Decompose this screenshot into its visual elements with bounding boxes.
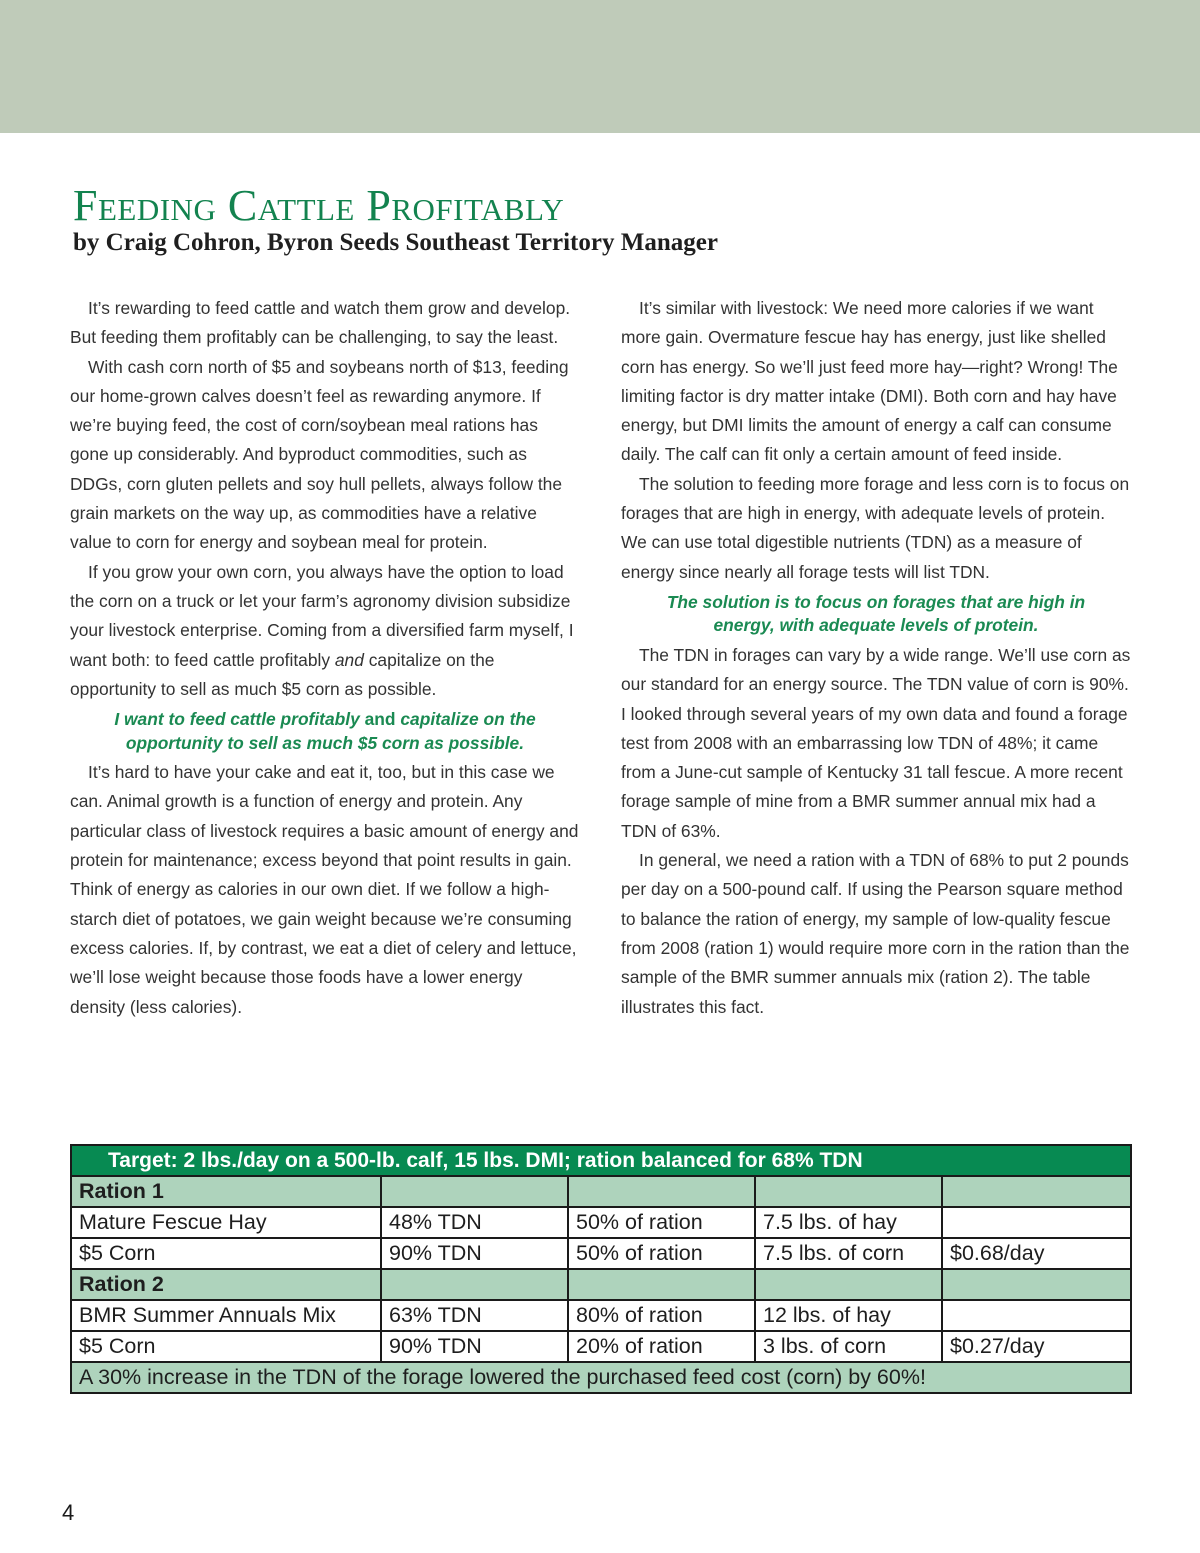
page-number: 4 (62, 1500, 75, 1525)
summary-cell: A 30% increase in the TDN of the forage lowered the purchased feed cost (corn) by 60%! (71, 1362, 1131, 1393)
table-cell: BMR Summer Annuals Mix (71, 1300, 381, 1331)
table-row (71, 1331, 1131, 1362)
table-cell (755, 1176, 942, 1207)
table-cell (942, 1300, 1131, 1331)
table-cell: 20% of ration (568, 1331, 755, 1362)
table-cell: 90% TDN (381, 1331, 568, 1362)
paragraph: It’s similar with livestock: We need more calories if we want more gain. Overmature fescue hay has energy, just like shelled corn has energy. So we’ll just feed more hay—right? Wrong! The limiting factor is dry matter intake (DMI). Both corn and hay have energy, but DMI limits the amount of energy a calf can consume daily. The calf can fit only a certain amount of feed inside. (621, 298, 1118, 465)
table-cell: 63% TDN (381, 1300, 568, 1331)
paragraph (70, 558, 580, 704)
pull-quote-text: and (364, 709, 396, 730)
ration-table (70, 1144, 1132, 1394)
table-section-row (71, 1269, 1131, 1300)
table-cell: 12 lbs. of hay (755, 1300, 942, 1331)
paragraph: With cash corn north of $5 and soybeans north of $13, feeding our home-grown calves doesn’t feel as rewarding anymore. If we’re buying feed, the cost of corn/soybean meal rations has gone up considerably. And byproduct commodities, such as DDGs, corn gluten pellets and soy hull pellets, always follow the grain markets on the way up, as commodities have a relative value to corn for energy and soybean meal for protein. (70, 356, 569, 553)
article-byline: by Craig Cohron, Byron Seeds Southeast Territory Manager (73, 229, 718, 256)
paragraph: The TDN in forages can vary by a wide range. We’ll use corn as our standard for an energy source. The TDN value of corn is 90%. I looked through several years of my own data and found a forage test from 2008 with an embarrassing low TDN of 48%; it came from a June-cut sample of Kentucky 31 tall fescue. A more recent forage sample of mine from a BMR summer annual mix had a TDN of 63%. (621, 644, 1131, 841)
table-cell: $5 Corn (71, 1238, 381, 1269)
table-cell: $0.68/day (942, 1238, 1131, 1269)
pull-quote-text: capitalize on the opportunity to sell as much $5 corn as possible. (125, 709, 536, 753)
ration-label: Ration 2 (71, 1269, 381, 1300)
left-column (70, 294, 580, 1022)
table-cell: 50% of ration (568, 1238, 755, 1269)
pull-quote-text: I want to feed cattle profitably (114, 709, 365, 730)
table-row (71, 1300, 1131, 1331)
top-color-band (0, 0, 1200, 133)
table-cell: 90% TDN (381, 1238, 568, 1269)
pull-quote (70, 704, 580, 758)
paragraph: In general, we need a ration with a TDN of 68% to put 2 pounds per day on a 500-pound calf. If using the Pearson square method to balance the ration of energy, my sample of low-quality fescue from 2008 (ration 1) would require more corn in the ration than the sample of the BMR summer annuals mix (ration 2). The table illustrates this fact. (621, 850, 1130, 1017)
table-header-row (71, 1145, 1131, 1176)
ration-label: Ration 1 (71, 1176, 381, 1207)
table-cell: 7.5 lbs. of corn (755, 1238, 942, 1269)
table-summary-row (71, 1362, 1131, 1393)
paragraph: The solution to feeding more forage and less corn is to focus on forages that are high in energy, with adequate levels of protein. We can use total digestible nutrients (TDN) as a measure of energy since nearly all forage tests will list TDN. (621, 473, 1130, 582)
table-cell (568, 1269, 755, 1300)
paragraph-text: capitalize on the opportunity to sell as much $5 corn as possible. (70, 649, 495, 699)
paragraph-text: If you grow your own corn, you always have the option to load the corn on a truck or let your farm’s agronomy division subsidize your livestock enterprise. Coming from a diversified farm myself, I want both: to feed cattle profitably (70, 561, 574, 670)
table-cell (942, 1207, 1131, 1238)
paragraph: It’s hard to have your cake and eat it, too, but in this case we can. Animal growth is a function of energy and protein. Any particular class of livestock requires a basic amount of energy and protein for maintenance; excess beyond that point results in gain. Think of energy as calories in our own diet. If we follow a high-starch diet of potatoes, we gain weight because we’re consuming excess calories. If, by contrast, we eat a diet of celery and lettuce, we’ll lose weight because those foods have a lower energy density (less calories). (70, 762, 579, 1017)
table-cell: 7.5 lbs. of hay (755, 1207, 942, 1238)
table-cell (942, 1176, 1131, 1207)
table-cell: $0.27/day (942, 1331, 1131, 1362)
table-cell: 80% of ration (568, 1300, 755, 1331)
table-cell: $5 Corn (71, 1331, 381, 1362)
article-title: Feeding Cattle Profitably (73, 181, 565, 230)
table-cell: Mature Fescue Hay (71, 1207, 381, 1238)
table-cell (381, 1176, 568, 1207)
table-cell (755, 1269, 942, 1300)
table-cell (942, 1269, 1131, 1300)
table-cell (381, 1269, 568, 1300)
pull-quote: The solution is to focus on forages that are high in energy, with adequate levels of protein. (666, 591, 1086, 636)
table-section-row (71, 1176, 1131, 1207)
table-cell: 3 lbs. of corn (755, 1331, 942, 1362)
emphasis-text: and (334, 649, 364, 670)
table-cell: 48% TDN (381, 1207, 568, 1238)
paragraph: It’s rewarding to feed cattle and watch them grow and develop. But feeding them profitably can be challenging, to say the least. (70, 298, 571, 348)
table-row (71, 1238, 1131, 1269)
table-row (71, 1207, 1131, 1238)
table-cell: 50% of ration (568, 1207, 755, 1238)
table-cell (568, 1176, 755, 1207)
target-cell: Target: 2 lbs./day on a 500-lb. calf, 15 lbs. DMI; ration balanced for 68% TDN (71, 1145, 1131, 1176)
right-column (621, 294, 1131, 1022)
